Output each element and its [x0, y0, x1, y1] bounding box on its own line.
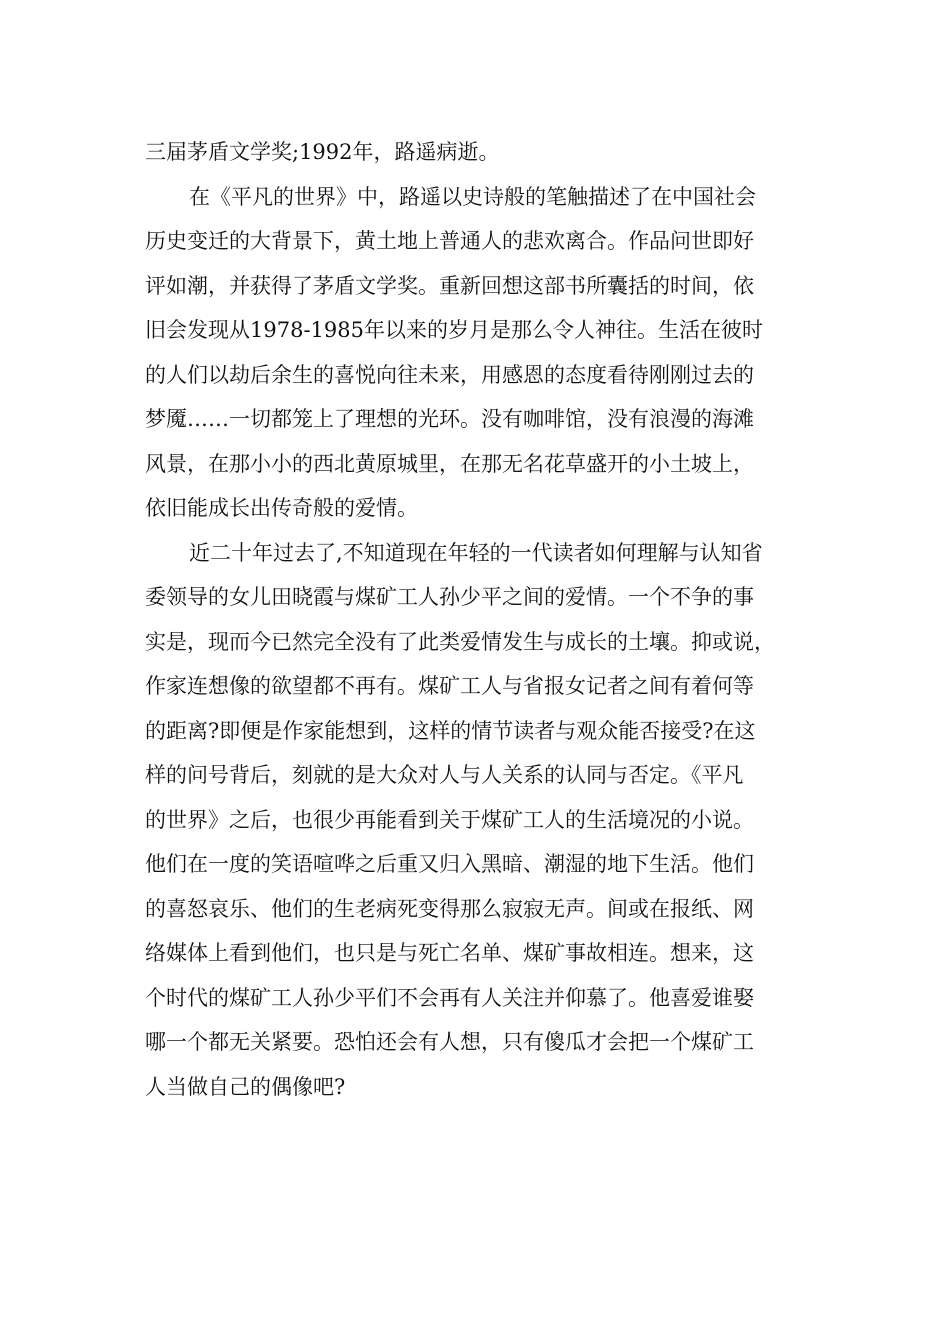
text-line: 络媒体上看到他们，也只是与死亡名单、煤矿事故相连。想来，这	[145, 941, 754, 965]
text-line: 作家连想像的欲望都不再有。煤矿工人与省报女记者之间有着何等	[145, 674, 754, 698]
text-line: 近二十年过去了,不知道现在年轻的一代读者如何理解与认知省	[189, 540, 763, 565]
text-line: 个时代的煤矿工人孙少平们不会再有人关注并仰慕了。他喜爱谁娶	[145, 985, 754, 1010]
text-line: 实是，现而今已然完全没有了此类爱情发生与成长的土壤。抑或说，	[145, 629, 775, 654]
text-line: 他们在一度的笑语喧哗之后重又归入黑暗、潮湿的地下生活。他们	[145, 852, 754, 876]
text-line: 评如潮，并获得了茅盾文学奖。重新回想这部书所囊括的时间，依	[145, 273, 754, 298]
text-line: 的距离?即便是作家能想到，这样的情节读者与观众能否接受?在这	[145, 718, 756, 743]
text-line: 委领导的女儿田晓霞与煤矿工人孙少平之间的爱情。一个不争的事	[145, 585, 754, 609]
text-line: 三届茅盾文学奖;1992年，路遥病逝。	[145, 140, 500, 164]
text-line: 的世界》之后，也很少再能看到关于煤矿工人的生活境况的小说。	[145, 807, 754, 832]
text-line: 哪一个都无关紧要。恐怕还会有人想，只有傻瓜才会把一个煤矿工	[145, 1030, 754, 1054]
text-line: 在《平凡的世界》中，路遥以史诗般的笔触描述了在中国社会	[189, 184, 756, 209]
document-body	[145, 130, 835, 1109]
text-line: 的喜怒哀乐、他们的生老病死变得那么寂寂无声。间或在报纸、网	[145, 896, 754, 921]
text-line: 风景，在那小小的西北黄原城里，在那无名花草盛开的小土坡上，	[145, 451, 754, 476]
text-line: 样的问号背后，刻就的是大众对人与人关系的认同与否定。《平凡	[145, 763, 744, 787]
text-line: 梦魇……一切都笼上了理想的光环。没有咖啡馆，没有浪漫的海滩	[145, 407, 754, 431]
text-line: 人当做自己的偶像吧?	[145, 1074, 346, 1099]
text-line: 的人们以劫后余生的喜悦向往未来，用感恩的态度看待刚刚过去的	[145, 362, 754, 387]
text-line: 依旧能成长出传奇般的爱情。	[145, 496, 418, 520]
text-line: 历史变迁的大背景下，黄土地上普通人的悲欢离合。作品问世即好	[145, 229, 754, 253]
text-line: 旧会发现从1978-1985年以来的岁月是那么令人神往。生活在彼时	[145, 318, 763, 342]
